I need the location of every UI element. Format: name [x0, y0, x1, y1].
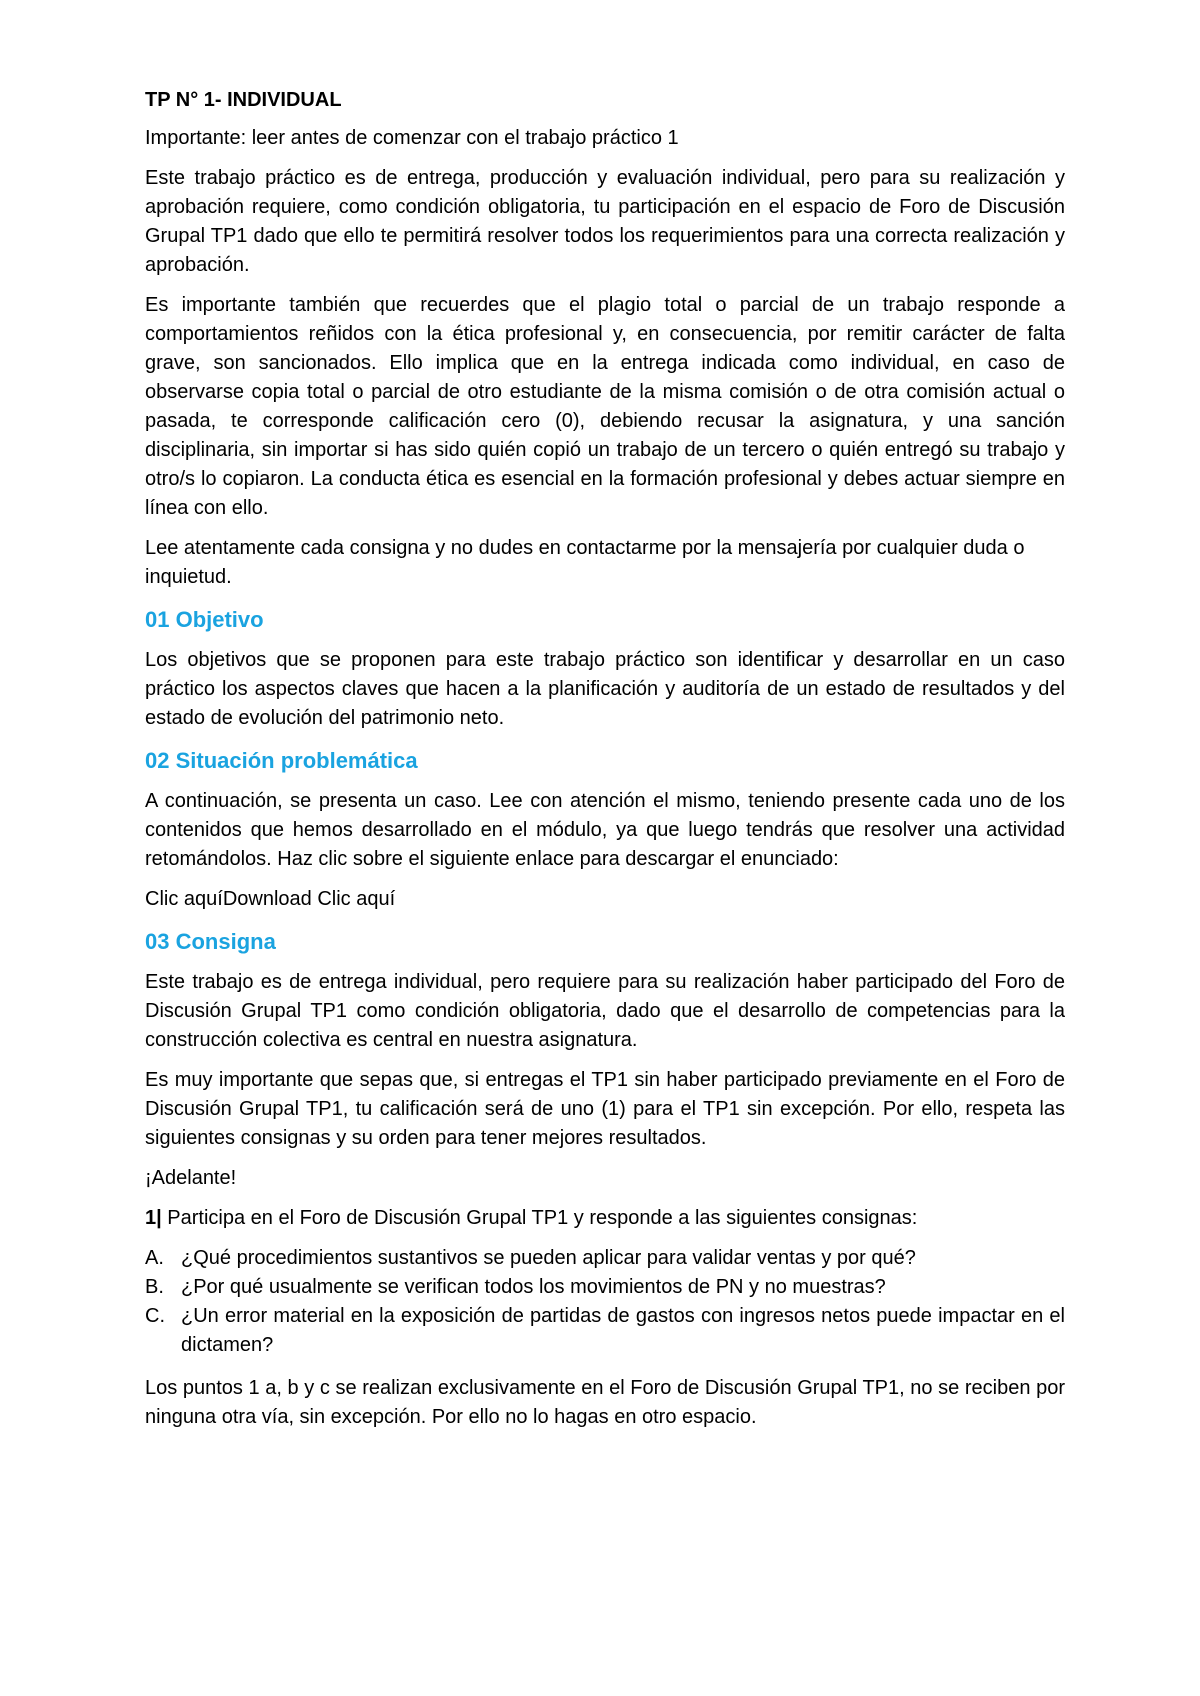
- question-letter: C.: [145, 1305, 165, 1327]
- objetivo-paragraph: Los objetivos que se proponen para este trabajo práctico son identificar y desarrollar en un caso práctico los aspectos claves que hacen a la planificación y auditoría de un estado de resultados y del estado de evolución del patrimonio neto.: [145, 649, 1065, 729]
- importante-line: Importante: leer antes de comenzar con el trabajo práctico 1: [145, 127, 679, 149]
- question-text: ¿Por qué usualmente se verifican todos los movimientos de PN y no muestras?: [181, 1276, 886, 1298]
- question-letter: A.: [145, 1247, 164, 1269]
- adelante-line: ¡Adelante!: [145, 1167, 237, 1189]
- intro-paragraph-2: Es importante también que recuerdes que el plagio total o parcial de un trabajo responde a comportamientos reñidos con la ética profesional y, en consecuencia, por remitir carácter de falta grave, son sancionados. Ello implica que en la entrega indicada como individual, en caso de observarse copia total o parcial de otro estudiante de la misma comisión o de otra comisión actual o pasada, te corresponde calificación cero (0), debiendo recusar la asignatura, y una sanción disciplinaria, sin importar si has sido quién copió un trabajo de un tercero o quién entregó su trabajo y otro/s lo copiaron. La conducta ética es esencial en la formación profesional y debes actuar siempre en línea con ello.: [145, 294, 1065, 519]
- consigna-paragraph-2: Es muy importante que sepas que, si entregas el TP1 sin haber participado previamente en el Foro de Discusión Grupal TP1, tu calificación será de uno (1) para el TP1 sin excepción. Por ello, respeta las siguientes consignas y su orden para tener mejores resultados.: [145, 1069, 1065, 1149]
- download-link[interactable]: Clic aquíDownload Clic aquí: [145, 888, 396, 910]
- question-text: ¿Qué procedimientos sustantivos se pueden aplicar para validar ventas y por qué?: [181, 1247, 916, 1269]
- consigna-paragraph-1: Este trabajo es de entrega individual, pero requiere para su realización haber participado del Foro de Discusión Grupal TP1 como condición obligatoria, dado que el desarrollo de competencias para la construcción colectiva es central en nuestra asignatura.: [145, 971, 1065, 1051]
- question-item: [145, 1273, 1065, 1302]
- document-page: [145, 86, 1065, 1443]
- questions-list: [145, 1244, 1065, 1360]
- step-1: [145, 1204, 1065, 1233]
- section-heading-consigna: 03 Consigna: [145, 929, 276, 954]
- question-item: [145, 1302, 1065, 1360]
- question-letter: B.: [145, 1276, 164, 1298]
- closing-paragraph: Los puntos 1 a, b y c se realizan exclusivamente en el Foro de Discusión Grupal TP1, no se reciben por ninguna otra vía, sin excepción. Por ello no lo hagas en otro espacio.: [145, 1377, 1065, 1428]
- section-heading-objetivo: 01 Objetivo: [145, 607, 264, 632]
- question-text: ¿Un error material en la exposición de partidas de gastos con ingresos netos puede impactar en el dictamen?: [181, 1305, 1065, 1356]
- intro-paragraph-3: Lee atentamente cada consigna y no dudes en contactarme por la mensajería por cualquier duda o inquietud.: [145, 537, 1025, 588]
- step-1-number: 1|: [145, 1207, 162, 1229]
- section-heading-situacion: 02 Situación problemática: [145, 748, 418, 773]
- intro-paragraph-1: Este trabajo práctico es de entrega, producción y evaluación individual, pero para su realización y aprobación requiere, como condición obligatoria, tu participación en el espacio de Foro de Discusión Grupal TP1 dado que ello te permitirá resolver todos los requerimientos para una correcta realización y aprobación.: [145, 167, 1065, 276]
- document-title: TP N° 1- INDIVIDUAL: [145, 89, 342, 111]
- question-item: [145, 1244, 1065, 1273]
- step-1-text: Participa en el Foro de Discusión Grupal TP1 y responde a las siguientes consignas:: [161, 1207, 918, 1229]
- situacion-paragraph: A continuación, se presenta un caso. Lee con atención el mismo, teniendo presente cada uno de los contenidos que hemos desarrollado en el módulo, ya que luego tendrás que resolver una actividad retomándolos. Haz clic sobre el siguiente enlace para descargar el enunciado:: [145, 790, 1065, 870]
